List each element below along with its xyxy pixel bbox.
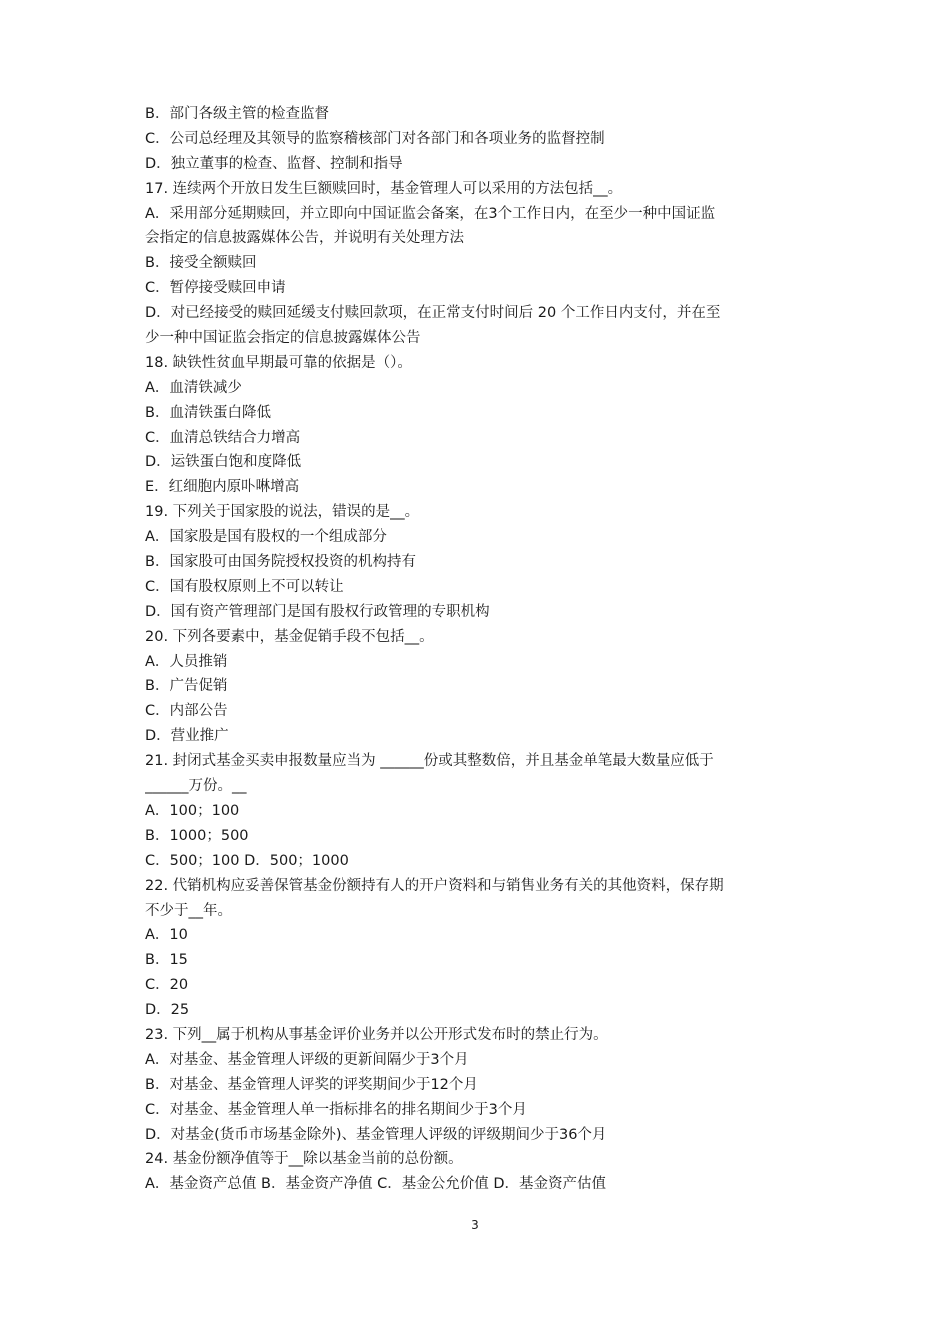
text-line: C．对基金、基金管理人单一指标排名的排名期间少于3个月 (145, 1101, 527, 1118)
text-line: D．对基金(货币市场基金除外)、基金管理人评级的评级期间少于36个月 (145, 1126, 607, 1143)
text-line: D．25 (145, 1002, 190, 1019)
text-line: B．部门各级主管的检查监督 (145, 106, 329, 122)
text-line: 21. 封闭式基金买卖申报数量应当为 ______份或其整数倍，并且基金单笔最大数量应低于 (145, 753, 714, 770)
text-line: ______万份。__ (145, 778, 247, 795)
text-line: E．红细胞内原卟啉增高 (145, 479, 300, 496)
text-line: A．10 (145, 927, 188, 944)
text-line: 19. 下列关于国家股的说法，错误的是__。 (145, 504, 420, 521)
text-line: 24. 基金份额净值等于__除以基金当前的总份额。 (145, 1151, 463, 1168)
text-line: C．500；100 D．500；1000 (145, 852, 349, 869)
text-line: B．1000；500 (145, 827, 249, 844)
text-line: 少一种中国证监会指定的信息披露媒体公告 (145, 330, 421, 347)
text-line: D．营业推广 (145, 728, 229, 745)
text-line: C．暂停接受赎回申请 (145, 280, 286, 297)
text-line: A．对基金、基金管理人评级的更新间隔少于3个月 (145, 1051, 469, 1068)
text-line: A．采用部分延期赎回，并立即向中国证监会备案，在3个工作日内，在至少一种中国证监 (145, 205, 716, 222)
text-line: A．血清铁减少 (145, 379, 242, 396)
text-line: A．100；100 (145, 802, 240, 819)
text-line: D．国有资产管理部门是国有股权行政管理的专职机构 (145, 603, 490, 620)
text-line: C．血清总铁结合力增高 (145, 429, 301, 446)
text-line: B．广告促销 (145, 678, 228, 695)
text-line: C．20 (145, 977, 189, 994)
text-line: B．血清铁蛋白降低 (145, 404, 271, 421)
text-line: A．人员推销 (145, 653, 228, 670)
text-line: A．国家股是国有股权的一个组成部分 (145, 529, 387, 546)
text-line: 不少于__年。 (145, 902, 232, 919)
text-line: C．内部公告 (145, 703, 228, 720)
text-line: 22. 代销机构应妥善保管基金份额持有人的开户资料和与销售业务有关的其他资料，保存期 (145, 877, 724, 894)
text-line: 18. 缺铁性贫血早期最可靠的依据是（）。 (145, 354, 412, 371)
text-line: 17. 连续两个开放日发生巨额赎回时，基金管理人可以采用的方法包括__。 (145, 180, 623, 197)
text-line: 20. 下列各要素中，基金促销手段不包括__。 (145, 628, 434, 645)
text-line: B．对基金、基金管理人评奖的评奖期间少于12个月 (145, 1076, 478, 1093)
text-line: B．国家股可由国务院授权投资的机构持有 (145, 554, 416, 571)
text-line: 23. 下列__属于机构从事基金评价业务并以公开形式发布时的禁止行为。 (145, 1026, 608, 1043)
page-number: 3 (471, 1218, 479, 1232)
text-line: D．对已经接受的赎回延缓支付赎回款项，在正常支付时间后 20 个工作日内支付，并在至 (145, 305, 721, 322)
text-line: B．接受全额赎回 (145, 255, 257, 272)
text-line: C．公司总经理及其领导的监察稽核部门对各部门和各项业务的监督控制 (145, 130, 605, 147)
text-line: D．独立董事的检查、监督、控制和指导 (145, 155, 403, 172)
page-body (145, 102, 815, 1197)
text-line: 会指定的信息披露媒体公告，并说明有关处理方法 (145, 230, 464, 247)
text-line: D．运铁蛋白饱和度降低 (145, 454, 302, 471)
text-line: A．基金资产总值 B．基金资产净值 C．基金公允价值 D．基金资产估值 (145, 1176, 606, 1193)
text-line: B．15 (145, 952, 188, 969)
text-line: C．国有股权原则上不可以转让 (145, 578, 344, 595)
